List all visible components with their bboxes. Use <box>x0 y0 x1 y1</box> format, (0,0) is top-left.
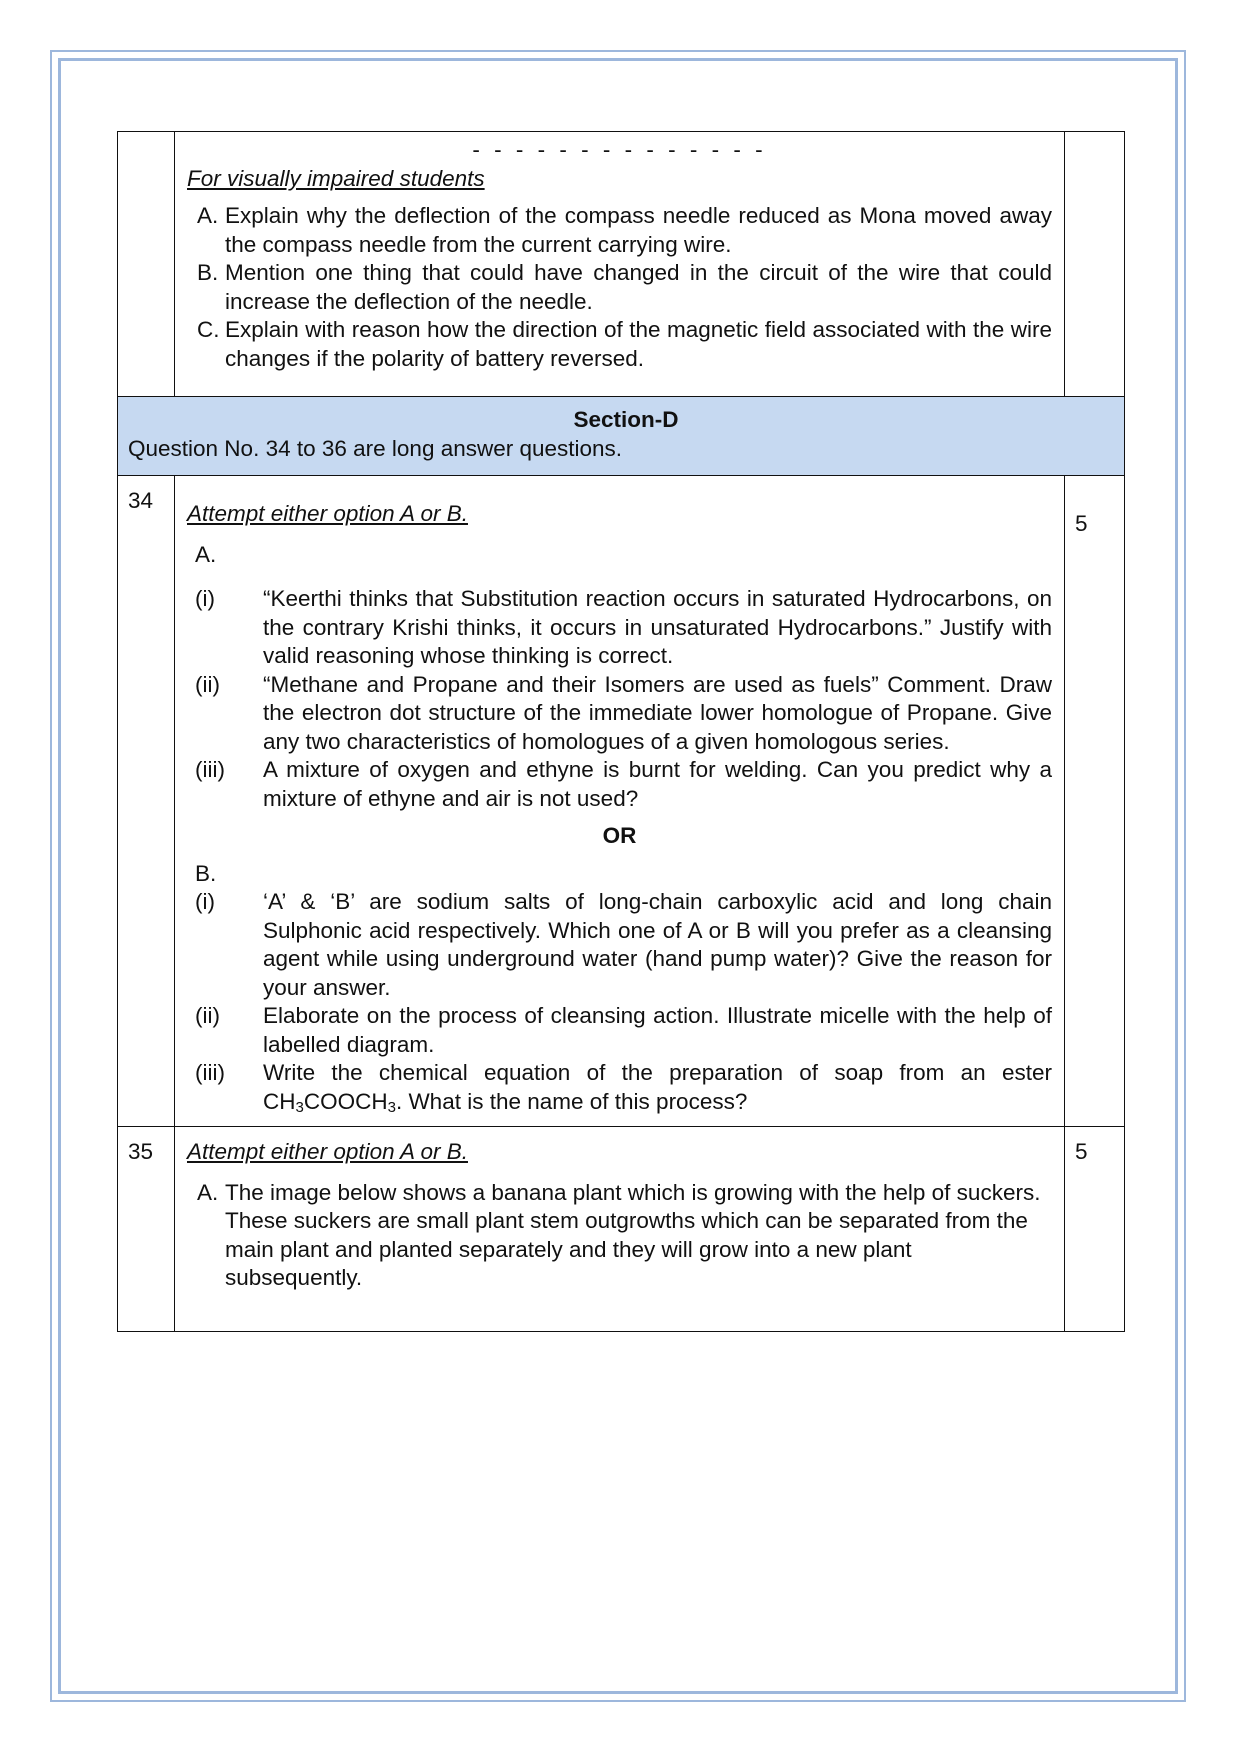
question-35-marks-cell <box>1065 1127 1125 1332</box>
section-d-cell <box>118 397 1125 476</box>
question-34-marks-cell <box>1065 476 1125 1127</box>
vi-item-a <box>187 202 1052 259</box>
vi-row <box>118 132 1125 397</box>
vi-number-cell <box>118 132 175 397</box>
subitem-number: (i) <box>195 586 215 611</box>
subitem-text: ‘A’ & ‘B’ are sodium salts of long-chain carboxylic acid and long chain Sulphonic acid respectively. Which one of A or B will you prefer as a cleansing agent while using underground water (hand pump water)? Give the reason for your answer. <box>263 889 1052 1000</box>
item-text: Mention one thing that could have changed in the circuit of the wire that could increase the deflection of the needle. <box>225 260 1052 314</box>
subitem-text: “Methane and Propane and their Isomers are used as fuels” Comment. Draw the electron dot structure of the immediate lower homologue of Propane. Give any two characteristics of homologues of a given homologous series. <box>263 671 1052 754</box>
q34-a-ii <box>187 671 1052 757</box>
vi-item-c <box>187 316 1052 373</box>
item-text: Explain with reason how the direction of the magnetic field associated with the wire changes if the polarity of battery reversed. <box>225 317 1052 371</box>
item-letter: A. <box>197 203 219 228</box>
subitem-text <box>263 1059 1052 1116</box>
section-d-row <box>118 397 1125 476</box>
item-text: The image below shows a banana plant which is growing with the help of suckers. These suckers are small plant stem outgrowths which can be separated from the main plant and planted separately and they will grow into a new plant subsequently. <box>225 1179 1041 1290</box>
subitem-number: (iii) <box>195 1060 225 1085</box>
subitem-text: “Keerthi thinks that Substitution reaction occurs in saturated Hydrocarbons, on the contrary Krishi thinks, it occurs in unsaturated Hydrocarbons.” Justify with valid reasoning whose thinking is correct. <box>263 586 1052 668</box>
subitem-number: (ii) <box>195 1003 220 1028</box>
item-letter: C. <box>197 317 220 342</box>
option-a-label: A. <box>195 541 217 567</box>
subitem-number: (ii) <box>195 671 220 697</box>
option-b-label: B. <box>195 860 217 886</box>
question-34-row <box>118 476 1125 1127</box>
equation-text-post: . What is the name of this process? <box>395 1088 748 1114</box>
vi-marks-cell <box>1065 132 1125 397</box>
question-35-row <box>118 1127 1125 1332</box>
attempt-instruction: Attempt either option A or B. <box>187 1139 468 1164</box>
question-marks: 5 <box>1075 511 1088 536</box>
q35-option-a <box>187 1179 1052 1293</box>
section-title: Section-D <box>573 407 679 432</box>
vi-item-b <box>187 259 1052 316</box>
or-divider: OR <box>602 823 637 848</box>
q34-a-iii <box>187 756 1052 813</box>
question-marks: 5 <box>1075 1139 1088 1164</box>
subitem-number: (i) <box>195 889 215 914</box>
item-letter: B. <box>197 260 219 285</box>
equation-text-pre: Write the chemical equation of the preparation of soap from an ester CH <box>263 1060 1052 1114</box>
attempt-instruction: Attempt either option A or B. <box>187 501 468 526</box>
q34-b-i <box>187 888 1052 1002</box>
vi-heading: For visually impaired students <box>187 165 485 191</box>
subitem-text: Elaborate on the process of cleansing action. Illustrate micelle with the help of labelled diagram. <box>263 1003 1052 1057</box>
separator-dashes: - - - - - - - - - - - - - - <box>472 137 767 162</box>
section-subtitle: Question No. 34 to 36 are long answer questions. <box>128 435 623 461</box>
question-table <box>117 131 1125 1332</box>
question-34-content <box>175 476 1065 1127</box>
question-number: 34 <box>118 476 175 1127</box>
subitem-number: (iii) <box>195 757 225 782</box>
item-letter: A. <box>197 1179 219 1205</box>
q34-b-iii <box>187 1059 1052 1116</box>
question-number: 35 <box>118 1127 175 1332</box>
q34-a-i <box>187 585 1052 671</box>
item-text: Explain why the deflection of the compass needle reduced as Mona moved away the compass needle from the current carrying wire. <box>225 203 1052 257</box>
subscript: 3 <box>387 1098 396 1116</box>
subitem-text: A mixture of oxygen and ethyne is burnt for welding. Can you predict why a mixture of ethyne and air is not used? <box>263 757 1052 811</box>
subscript: 3 <box>295 1098 304 1116</box>
question-35-content <box>175 1127 1065 1332</box>
vi-content-cell <box>175 132 1065 397</box>
q34-b-ii <box>187 1002 1052 1059</box>
equation-text-mid: COOCH <box>303 1088 388 1114</box>
